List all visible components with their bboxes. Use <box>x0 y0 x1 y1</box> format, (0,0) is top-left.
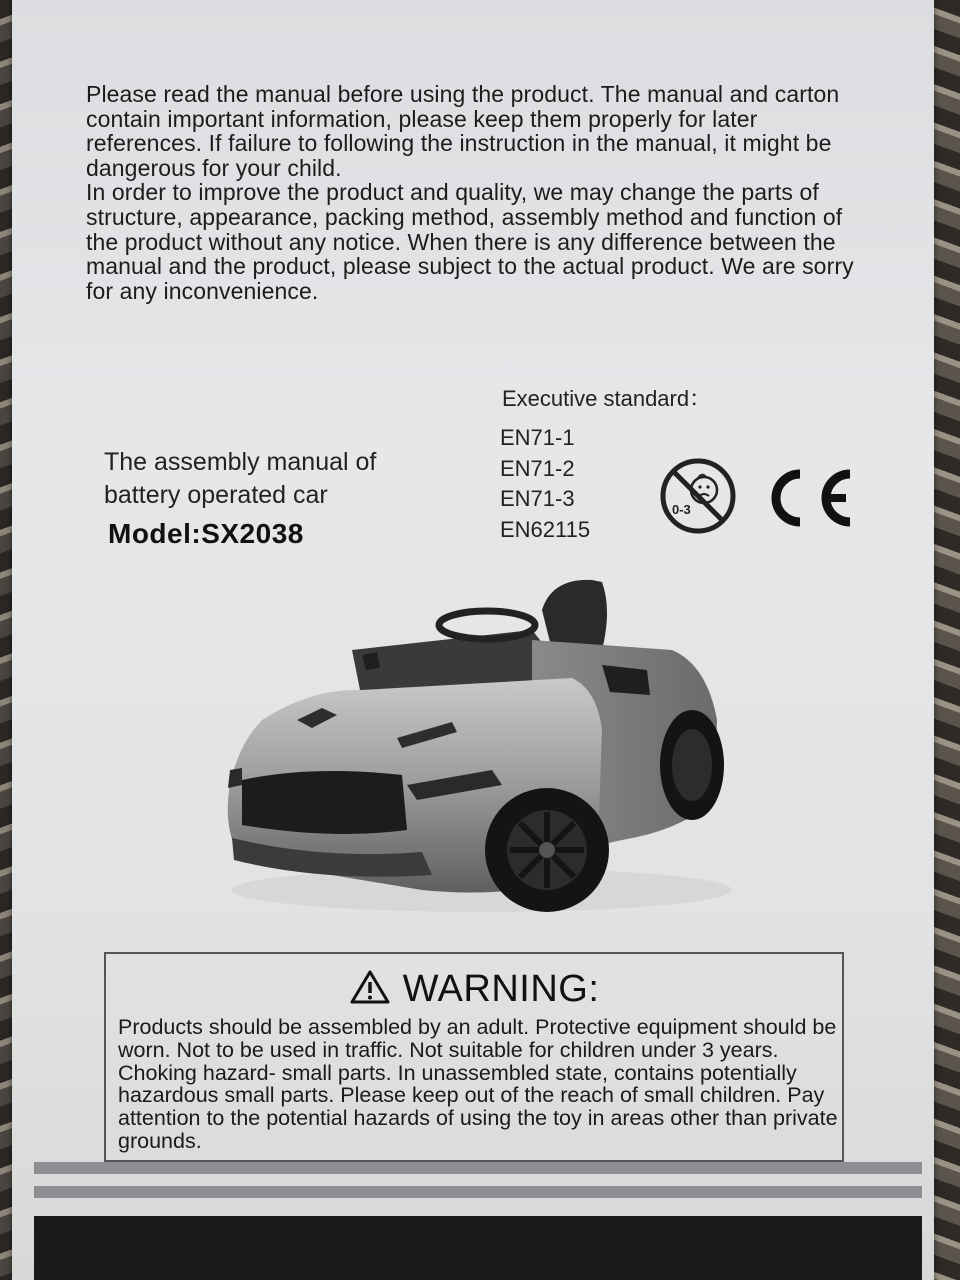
warning-heading-text: WARNING: <box>402 968 600 1010</box>
intro-paragraph-1: Please read the manual before using the product. The manual and carton contain important information, please keep them properly for later references. If failure to following the instruction in the manual, it might be dangerous for your child. <box>86 81 840 181</box>
intro-paragraph-2: In order to improve the product and quality, we may change the parts of structure, appearance, packing method, assembly method and function of the product without any notice. When there is any difference between the manual and the product, please subject to the actual product. We are sorry for any inconvenience. <box>86 179 854 304</box>
ride-on-car-image <box>202 570 742 930</box>
not-for-ages-0-3-icon <box>658 456 738 536</box>
intro-text <box>86 82 866 303</box>
warning-heading <box>106 968 842 1011</box>
standards-heading: Executive standard： <box>502 386 712 411</box>
manual-title-line-1: The assembly manual of <box>104 448 377 476</box>
standard-item: EN71-2 <box>500 455 575 481</box>
warning-triangle-icon <box>349 969 391 1005</box>
bottom-bar <box>34 1216 922 1280</box>
standard-item: EN62115 <box>500 516 591 542</box>
standard-item: EN71-1 <box>500 425 575 450</box>
decorative-stripe <box>34 1186 922 1198</box>
standard-item: EN71-3 <box>500 486 575 511</box>
manual-title <box>104 446 444 512</box>
age-label: 0-3 <box>672 502 691 517</box>
manual-page <box>12 0 934 1280</box>
warning-box <box>104 952 844 1162</box>
warning-text: Products should be assembled by an adult. Protective equipment should be worn. Not to be used in traffic. Not suitable for children under 3 years. Choking hazard- small parts. In unassembled state, contains potentially hazardous small parts. Please keep out of the reach of small children. Pay attention to the potential hazards of using the toy in areas other than private grounds. <box>118 1015 838 1153</box>
decorative-stripe <box>34 1162 922 1174</box>
ce-mark <box>760 466 856 530</box>
manual-title-line-2: battery operated car <box>104 481 328 509</box>
model-number: Model:SX2038 <box>108 518 304 549</box>
